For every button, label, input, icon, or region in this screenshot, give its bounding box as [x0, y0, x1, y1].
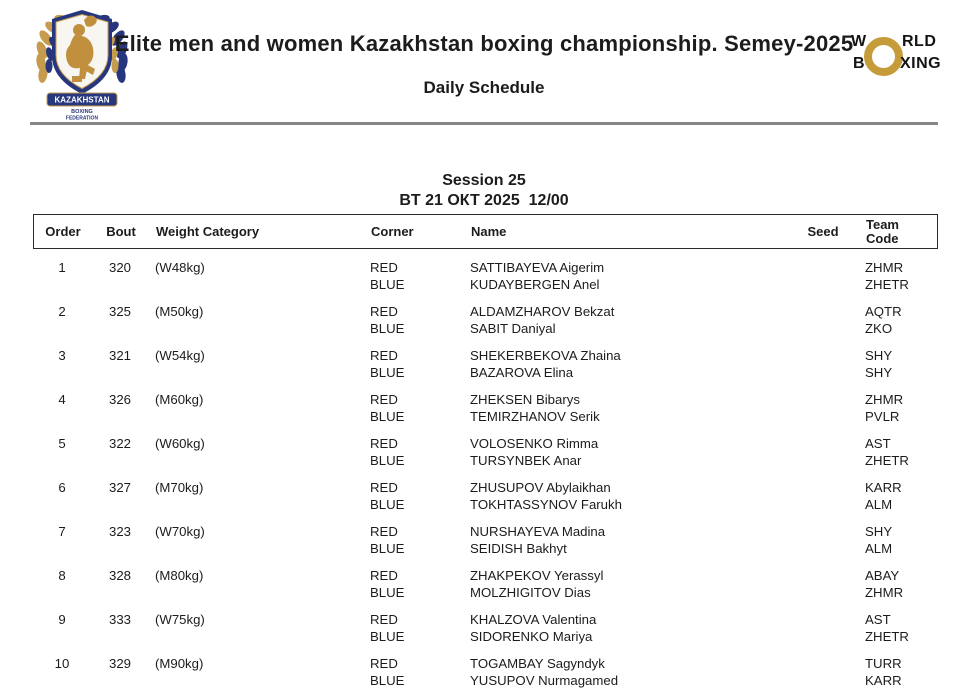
- team-code-cell: [851, 436, 938, 469]
- team-code-cell-red: ZHMR: [865, 392, 904, 407]
- order-cell: 4: [58, 392, 66, 407]
- order-cell: 10: [54, 656, 70, 671]
- corner-cell-blue: BLUE: [370, 452, 405, 468]
- seed-cell: [793, 480, 851, 513]
- team-code-cell-blue: ZHETR: [865, 628, 909, 644]
- corner-cell: [370, 304, 470, 337]
- seed-cell: [793, 612, 851, 645]
- corner-cell-blue: BLUE: [370, 408, 405, 424]
- table-row: [33, 436, 938, 469]
- corner-cell: [370, 348, 470, 381]
- order-cell: 9: [58, 612, 66, 627]
- table-header-row: [33, 214, 938, 249]
- boxer-name-cell-red: KHALZOVA Valentina: [470, 612, 597, 627]
- boxer-name-cell-red: NURSHAYEVA Madina: [470, 524, 606, 539]
- weight-category-cell: (W48kg): [155, 260, 205, 275]
- header-team-code-text: Team Code: [866, 217, 899, 246]
- team-code-cell: [851, 524, 938, 557]
- table-row: [33, 304, 938, 337]
- corner-cell-red: RED: [370, 612, 398, 627]
- seed-cell: [793, 260, 851, 293]
- boxer-name-cell: [470, 392, 793, 425]
- boxer-name-cell: [470, 612, 793, 645]
- boxer-name-cell-blue: TEMIRZHANOV Serik: [470, 408, 600, 424]
- bout-cell: 323: [108, 524, 131, 539]
- corner-cell-red: RED: [370, 656, 398, 671]
- bout-cell: 322: [108, 436, 131, 451]
- schedule-table: [33, 214, 938, 689]
- boxer-name-cell: [470, 260, 793, 293]
- header-order: Order: [45, 224, 81, 239]
- boxer-name-cell-red: ZHAKPEKOV Yerassyl: [470, 568, 604, 583]
- table-row: [33, 612, 938, 645]
- table-row: [33, 260, 938, 293]
- corner-cell-blue: BLUE: [370, 628, 405, 644]
- kazakhstan-boxing-federation-logo: [28, 4, 136, 120]
- page-title: Elite men and women Kazakhstan boxing championship. Semey-2025: [114, 31, 854, 56]
- team-code-cell-blue: PVLR: [865, 408, 900, 424]
- team-code-cell: [851, 348, 938, 381]
- weight-category-cell: (M90kg): [155, 656, 204, 671]
- boxer-name-cell: [470, 568, 793, 601]
- team-code-cell-red: ABAY: [865, 568, 900, 583]
- team-code-cell-blue: ZHMR: [865, 584, 904, 600]
- team-code-cell-red: AST: [865, 612, 891, 627]
- team-code-cell-blue: ZHETR: [865, 276, 909, 292]
- corner-cell-red: RED: [370, 260, 398, 275]
- session-heading: [0, 171, 968, 211]
- corner-cell-red: RED: [370, 436, 398, 451]
- corner-cell: [370, 260, 470, 293]
- page-subtitle: Daily Schedule: [423, 78, 545, 97]
- bout-cell: 321: [108, 348, 131, 363]
- seed-cell: [793, 656, 851, 689]
- corner-cell-red: RED: [370, 568, 398, 583]
- order-cell: 3: [58, 348, 66, 363]
- boxer-name-cell-blue: BAZAROVA Elina: [470, 364, 574, 380]
- weight-category-cell: (W75kg): [155, 612, 205, 627]
- corner-cell-red: RED: [370, 304, 398, 319]
- corner-cell-blue: BLUE: [370, 584, 405, 600]
- bout-cell: 327: [108, 480, 131, 495]
- team-code-cell-red: TURR: [865, 656, 902, 671]
- seed-cell: [793, 392, 851, 425]
- corner-cell-red: RED: [370, 524, 398, 539]
- order-cell: 2: [58, 304, 66, 319]
- header-divider: [30, 122, 938, 125]
- corner-cell-blue: BLUE: [370, 496, 405, 512]
- order-cell: 1: [58, 260, 66, 275]
- team-code-cell: [851, 260, 938, 293]
- corner-cell-blue: BLUE: [370, 276, 405, 292]
- table-row: [33, 348, 938, 381]
- wb-word1-start: W: [851, 33, 867, 50]
- team-code-cell: [851, 568, 938, 601]
- kbf-org-line1: BOXING: [71, 109, 93, 115]
- header-name: Name: [471, 224, 507, 239]
- team-code-cell-blue: KARR: [865, 672, 902, 688]
- team-code-cell-red: SHY: [865, 348, 893, 363]
- corner-cell-red: RED: [370, 480, 398, 495]
- session-datetime: BT 21 ОКТ 2025 12/00: [399, 192, 569, 209]
- table-row: [33, 568, 938, 601]
- team-code-cell: [851, 480, 938, 513]
- boxer-name-cell-red: ALDAMZHAROV Bekzat: [470, 304, 615, 319]
- boxer-name-cell: [470, 480, 793, 513]
- order-cell: 6: [58, 480, 66, 495]
- boxer-name-cell-blue: SABIT Daniyal: [470, 320, 556, 336]
- order-cell: 7: [58, 524, 66, 539]
- team-code-cell-blue: SHY: [865, 364, 893, 380]
- team-code-cell-blue: ALM: [865, 496, 893, 512]
- corner-cell-red: RED: [370, 392, 398, 407]
- boxer-name-cell-red: SATTIBAYEVA Aigerim: [470, 260, 605, 275]
- order-cell: 5: [58, 436, 66, 451]
- corner-cell: [370, 656, 470, 689]
- boxer-name-cell-blue: YUSUPOV Nurmagamed: [470, 672, 619, 688]
- corner-cell-blue: BLUE: [370, 672, 405, 688]
- boxer-name-cell-blue: MOLZHIGITOV Dias: [470, 584, 591, 600]
- corner-cell-red: RED: [370, 348, 398, 363]
- weight-category-cell: (M80kg): [155, 568, 204, 583]
- header-bout: Bout: [106, 224, 136, 239]
- session-name: Session 25: [442, 172, 526, 189]
- weight-category-cell: (M50kg): [155, 304, 204, 319]
- team-code-cell-blue: ZKO: [865, 320, 893, 336]
- boxer-name-cell-blue: TURSYNBEK Anar: [470, 452, 582, 468]
- boxer-name-cell: [470, 304, 793, 337]
- corner-cell: [370, 392, 470, 425]
- team-code-cell-red: AQTR: [865, 304, 902, 319]
- header-seed: Seed: [807, 224, 839, 239]
- team-code-cell: [851, 304, 938, 337]
- table-row: [33, 392, 938, 425]
- team-code-cell-red: SHY: [865, 524, 893, 539]
- team-code-cell-red: KARR: [865, 480, 902, 495]
- team-code-cell-red: ZHMR: [865, 260, 904, 275]
- bout-cell: 333: [108, 612, 131, 627]
- boxer-name-cell-red: ZHEKSEN Bibarys: [470, 392, 580, 407]
- team-code-cell-red: AST: [865, 436, 891, 451]
- boxer-name-cell-blue: SEIDISH Bakhyt: [470, 540, 567, 556]
- wb-word1-end: RLD: [902, 33, 937, 50]
- team-code-cell-blue: ZHETR: [865, 452, 909, 468]
- seed-cell: [793, 348, 851, 381]
- header-corner: Corner: [371, 224, 414, 239]
- bout-cell: 325: [108, 304, 131, 319]
- corner-cell: [370, 568, 470, 601]
- boxer-name-cell-blue: TOKHTASSYNOV Farukh: [470, 496, 622, 512]
- seed-cell: [793, 524, 851, 557]
- seed-cell: [793, 568, 851, 601]
- boxer-name-cell-blue: KUDAYBERGEN Anel: [470, 276, 600, 292]
- wb-word2-end: XING: [900, 55, 942, 72]
- boxer-name-cell: [470, 656, 793, 689]
- bout-cell: 329: [108, 656, 131, 671]
- corner-cell: [370, 436, 470, 469]
- boxer-name-cell-blue: SIDORENKO Mariya: [470, 628, 593, 644]
- corner-cell: [370, 480, 470, 513]
- team-code-cell-blue: ALM: [865, 540, 893, 556]
- kbf-emblem-icon: [28, 4, 136, 122]
- weight-category-cell: (W54kg): [155, 348, 205, 363]
- boxer-name-cell: [470, 524, 793, 557]
- table-row: [33, 480, 938, 513]
- boxer-name-cell-red: SHEKERBEKOVA Zhaina: [470, 348, 621, 363]
- weight-category-cell: (W60kg): [155, 436, 205, 451]
- team-code-cell: [851, 392, 938, 425]
- wb-word2-start: B: [853, 55, 866, 72]
- order-cell: 8: [58, 568, 66, 583]
- weight-category-cell: (M60kg): [155, 392, 204, 407]
- bout-cell: 328: [108, 568, 131, 583]
- kbf-org-line2: FEDERATION: [65, 115, 99, 122]
- header-team-code: [852, 218, 939, 246]
- corner-cell: [370, 524, 470, 557]
- seed-cell: [793, 304, 851, 337]
- table-row: [33, 656, 938, 689]
- boxer-name-cell-red: TOGAMBAY Sagyndyk: [470, 656, 605, 671]
- table-row: [33, 524, 938, 557]
- boxer-name-cell: [470, 348, 793, 381]
- weight-category-cell: (M70kg): [155, 480, 204, 495]
- corner-cell: [370, 612, 470, 645]
- header-weight-category: Weight Category: [156, 224, 260, 239]
- corner-cell-blue: BLUE: [370, 540, 405, 556]
- team-code-cell: [851, 612, 938, 645]
- seed-cell: [793, 436, 851, 469]
- schedule-table-body: [33, 260, 938, 689]
- corner-cell-blue: BLUE: [370, 320, 405, 336]
- boxer-name-cell-red: VOLOSENKO Rimma: [470, 436, 599, 451]
- boxer-name-cell: [470, 436, 793, 469]
- corner-cell-blue: BLUE: [370, 364, 405, 380]
- weight-category-cell: (W70kg): [155, 524, 205, 539]
- boxer-name-cell-red: ZHUSUPOV Abylaikhan: [470, 480, 611, 495]
- kbf-banner-text: KAZAKHSTAN: [54, 95, 110, 105]
- team-code-cell: [851, 656, 938, 689]
- bout-cell: 320: [108, 260, 131, 275]
- bout-cell: 326: [108, 392, 131, 407]
